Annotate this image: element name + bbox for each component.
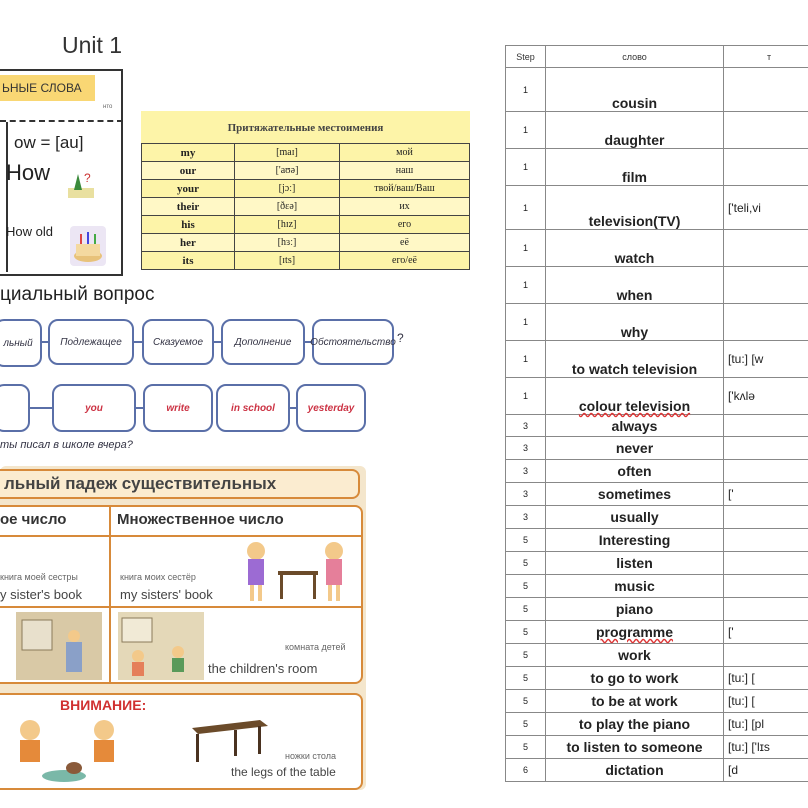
table-row: her [hɜː] её xyxy=(142,234,470,252)
table-row: 5 piano xyxy=(506,598,808,621)
example-predicate: write xyxy=(143,384,213,432)
connector-line xyxy=(134,341,142,343)
two-girls-illustration xyxy=(236,537,356,605)
how-old-word: How old xyxy=(6,224,53,239)
key-words-banner: ЬНЫЕ СЛОВА xyxy=(0,75,95,101)
table-row: 1 daughter xyxy=(506,112,808,149)
row-divider xyxy=(0,606,362,608)
table-row: 1 to watch television [tu:] [w xyxy=(506,341,808,378)
table-row: their [ðɛə] их xyxy=(142,198,470,216)
scheme-question-mark: ? xyxy=(397,331,404,345)
table-row: 1 when xyxy=(506,267,808,304)
example-4-english: the legs of the table xyxy=(231,765,336,779)
scheme-subject: Подлежащее xyxy=(48,319,134,365)
example-1-english: y sister's book xyxy=(0,587,82,602)
table-row: 6 dictation [d xyxy=(506,759,808,782)
example-2-russian: книга моих сестёр xyxy=(120,572,196,582)
connector-line xyxy=(30,407,52,409)
unit-title: Unit 1 xyxy=(62,32,123,58)
ow-rule: ow = [au] xyxy=(14,133,84,152)
possessive-case-title: льный падеж существительных xyxy=(0,469,360,499)
example-3-english: the children's room xyxy=(208,661,318,676)
birthday-cake-icon xyxy=(70,226,106,266)
scheme-object: Дополнение xyxy=(221,319,305,365)
table-row: my [maɪ] мой xyxy=(142,144,470,162)
table-row: 1 colour television ['kʌlə xyxy=(506,378,808,415)
table-row: 1 why xyxy=(506,304,808,341)
table-row: 3 usually xyxy=(506,506,808,529)
vocabulary-table xyxy=(505,45,808,782)
girls-with-cat-illustration xyxy=(4,716,144,786)
table-row: 5 to go to work [tu:] [ xyxy=(506,667,808,690)
table-row: 3 always xyxy=(506,415,808,437)
example-2-english: my sisters' book xyxy=(120,587,213,602)
table-row: 3 never xyxy=(506,437,808,460)
room-illustration xyxy=(16,612,102,680)
table-row: 1 television(TV) ['teli,vi xyxy=(506,186,808,230)
example-adverbial: yesterday xyxy=(296,384,366,432)
svg-text:?: ? xyxy=(84,171,91,185)
example-4-russian: ножки стола xyxy=(285,751,336,761)
table-row: 5 music xyxy=(506,575,808,598)
warning-title: ВНИМАНИЕ: xyxy=(60,697,147,713)
special-question-title: циальный вопрос xyxy=(0,284,155,305)
scheme-adverbial: Обстоятельство xyxy=(312,319,394,365)
example-3-russian: комната детей xyxy=(285,642,346,652)
table-row: 5 programme [' xyxy=(506,621,808,644)
table-row: its [ɪts] его/её xyxy=(142,252,470,270)
how-word: How xyxy=(6,160,51,185)
example-1-russian: книга моей сестры xyxy=(0,572,78,582)
scheme-question-word: льный xyxy=(0,319,42,367)
plural-header: Множественное число xyxy=(117,511,284,528)
table-row: 1 film xyxy=(506,149,808,186)
column-header-transcription: т xyxy=(724,46,808,68)
table-row: 5 work xyxy=(506,644,808,667)
question-picture-icon xyxy=(66,168,96,200)
singular-header: ое число xyxy=(0,511,67,528)
children-room-illustration xyxy=(118,612,204,680)
table-row: our ['aʊə] наш xyxy=(142,162,470,180)
scheme-predicate: Сказуемое xyxy=(142,319,214,365)
connector-line xyxy=(214,341,221,343)
column-divider xyxy=(109,507,111,683)
table-row: 5 to play the piano [tu:] [pl xyxy=(506,713,808,736)
table-row: 3 sometimes [' xyxy=(506,483,808,506)
table-row: 1 watch xyxy=(506,230,808,267)
table-row: 5 to listen to someone [tu:] ['lɪs xyxy=(506,736,808,759)
table-header-row xyxy=(506,46,808,68)
possessive-pronouns-table xyxy=(141,111,470,270)
example-object: in school xyxy=(216,384,290,432)
example-translation: ты писал в школе вчера? xyxy=(0,439,133,451)
table-row: your [jɔː] твой/ваш/Ваш xyxy=(142,180,470,198)
table-illustration xyxy=(188,714,270,764)
example-question-word xyxy=(0,384,30,432)
table-row: his [hɪz] его xyxy=(142,216,470,234)
possessive-pronouns-title: Притяжательные местоимения xyxy=(142,112,470,144)
table-row: 5 to be at work [tu:] [ xyxy=(506,690,808,713)
key-words-tiny-label: нто xyxy=(103,104,113,110)
column-header-step: Step xyxy=(506,46,546,68)
table-row: 5 listen xyxy=(506,552,808,575)
table-row: 3 often xyxy=(506,460,808,483)
column-header-word: слово xyxy=(546,46,724,68)
table-row: 5 Interesting xyxy=(506,529,808,552)
connector-line xyxy=(136,407,143,409)
table-row: 1 cousin xyxy=(506,68,808,112)
example-subject: you xyxy=(52,384,136,432)
